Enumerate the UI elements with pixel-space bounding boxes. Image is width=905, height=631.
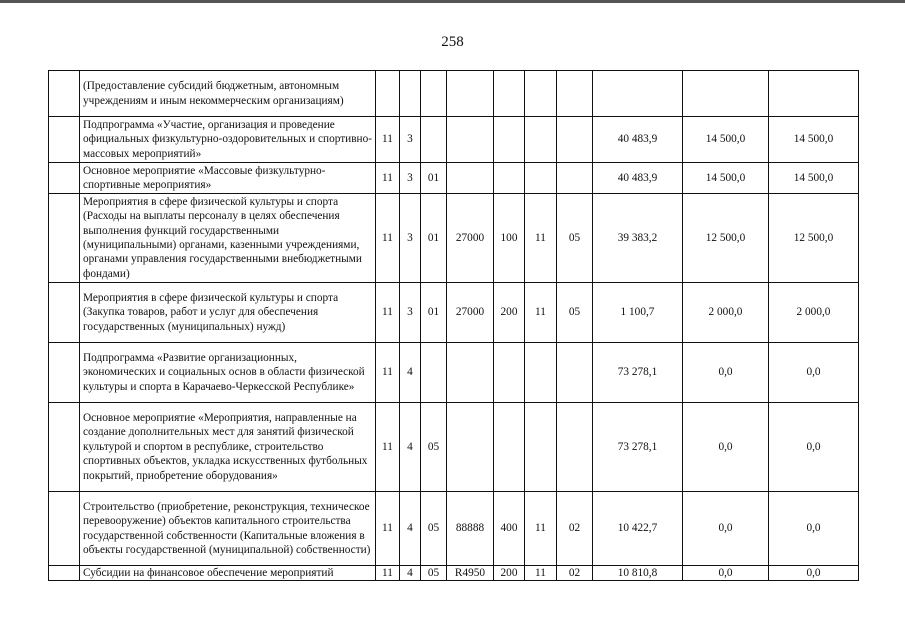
row-code-3	[421, 71, 447, 117]
row-amount-2: 12 500,0	[683, 194, 769, 283]
row-code-1: 11	[376, 117, 400, 163]
row-description: Строительство (приобретение, реконструкция, техническое перевооружение) объектов капитального строительства государственной собственности (Капитальные вложения в объекты государственной (муниципальной) собственности)	[80, 492, 376, 566]
row-code-4	[447, 163, 494, 194]
row-amount-1: 39 383,2	[593, 194, 683, 283]
row-code-1	[376, 71, 400, 117]
row-code-4: 88888	[447, 492, 494, 566]
table-row	[49, 283, 859, 343]
row-code-5	[494, 71, 525, 117]
row-amount-2: 0,0	[683, 403, 769, 492]
row-amount-1: 1 100,7	[593, 283, 683, 343]
row-amount-1: 40 483,9	[593, 117, 683, 163]
table-row	[49, 163, 859, 194]
row-code-1: 11	[376, 343, 400, 403]
table-row	[49, 71, 859, 117]
row-code-3: 05	[421, 566, 447, 581]
row-code-1: 11	[376, 403, 400, 492]
row-description: (Предоставление субсидий бюджетным, автономным учреждениям и иным некоммерческим организациям)	[80, 71, 376, 117]
row-amount-3: 0,0	[769, 566, 859, 581]
row-code-7	[557, 117, 593, 163]
row-amount-2: 14 500,0	[683, 117, 769, 163]
row-code-6: 11	[525, 194, 557, 283]
row-description: Мероприятия в сфере физической культуры и спорта (Закупка товаров, работ и услуг для обеспечения государственных (муниципальных) нужд)	[80, 283, 376, 343]
row-code-3	[421, 117, 447, 163]
row-amount-1: 40 483,9	[593, 163, 683, 194]
row-code-6	[525, 403, 557, 492]
row-code-2: 4	[400, 492, 421, 566]
row-code-4: R4950	[447, 566, 494, 581]
row-code-4	[447, 403, 494, 492]
row-code-2: 3	[400, 117, 421, 163]
row-code-7	[557, 71, 593, 117]
row-code-5	[494, 343, 525, 403]
row-code-2: 3	[400, 163, 421, 194]
table-row	[49, 403, 859, 492]
table-cell-blank	[49, 492, 80, 566]
row-code-1: 11	[376, 283, 400, 343]
row-amount-2: 2 000,0	[683, 283, 769, 343]
row-code-6: 11	[525, 566, 557, 581]
row-code-5	[494, 117, 525, 163]
row-code-2: 4	[400, 403, 421, 492]
row-code-7: 05	[557, 283, 593, 343]
row-code-7	[557, 403, 593, 492]
table-cell-blank	[49, 194, 80, 283]
row-code-3: 01	[421, 194, 447, 283]
row-code-2	[400, 71, 421, 117]
row-amount-2: 0,0	[683, 492, 769, 566]
row-code-3	[421, 343, 447, 403]
row-amount-1	[593, 71, 683, 117]
row-amount-3: 2 000,0	[769, 283, 859, 343]
row-code-2: 3	[400, 283, 421, 343]
row-description: Подпрограмма «Участие, организация и проведение официальных физкультурно-оздоровительных и спортивно-массовых мероприятий»	[80, 117, 376, 163]
row-amount-2	[683, 71, 769, 117]
row-code-1: 11	[376, 492, 400, 566]
row-description: Мероприятия в сфере физической культуры и спорта (Расходы на выплаты персоналу в целях обеспечения выполнения функций государственными (муниципальными) органами, казенными учреждениями, органами управления государственными внебюджетными фондами)	[80, 194, 376, 283]
table-cell-blank	[49, 566, 80, 581]
budget-table	[48, 70, 859, 581]
row-description: Подпрограмма «Развитие организационных, экономических и социальных основ в области физической культуры и спорта в Карачаево-Черкесской Республике»	[80, 343, 376, 403]
row-code-1: 11	[376, 566, 400, 581]
row-code-7: 05	[557, 194, 593, 283]
row-code-5: 200	[494, 566, 525, 581]
row-amount-3	[769, 71, 859, 117]
table-cell-blank	[49, 283, 80, 343]
row-code-6	[525, 117, 557, 163]
row-code-7: 02	[557, 566, 593, 581]
row-code-5	[494, 403, 525, 492]
row-amount-2: 14 500,0	[683, 163, 769, 194]
table-row	[49, 194, 859, 283]
table-row	[49, 566, 859, 581]
row-code-7: 02	[557, 492, 593, 566]
row-amount-3: 0,0	[769, 343, 859, 403]
row-amount-1: 10 810,8	[593, 566, 683, 581]
row-code-4: 27000	[447, 194, 494, 283]
row-amount-3: 14 500,0	[769, 163, 859, 194]
row-code-6	[525, 343, 557, 403]
row-amount-1: 73 278,1	[593, 343, 683, 403]
row-amount-3: 14 500,0	[769, 117, 859, 163]
page-number: 258	[441, 34, 464, 50]
table-cell-blank	[49, 343, 80, 403]
row-code-3: 01	[421, 283, 447, 343]
row-code-7	[557, 163, 593, 194]
row-amount-3: 0,0	[769, 492, 859, 566]
table-row	[49, 492, 859, 566]
table-cell-blank	[49, 403, 80, 492]
row-amount-2: 0,0	[683, 343, 769, 403]
table-cell-blank	[49, 163, 80, 194]
top-rule	[0, 0, 905, 3]
row-code-7	[557, 343, 593, 403]
row-code-5: 100	[494, 194, 525, 283]
row-code-6	[525, 71, 557, 117]
row-code-1: 11	[376, 163, 400, 194]
row-code-1: 11	[376, 194, 400, 283]
row-amount-1: 10 422,7	[593, 492, 683, 566]
row-description: Основное мероприятие «Массовые физкультурно-спортивные мероприятия»	[80, 163, 376, 194]
row-description: Основное мероприятие «Мероприятия, направленные на создание дополнительных мест для занятий физической культурой и спортом в республике, строительство спортивных объектов, укладка искусственных футбольных покрытий, приобретение оборудования»	[80, 403, 376, 492]
row-code-5: 200	[494, 283, 525, 343]
row-code-6	[525, 163, 557, 194]
table-row	[49, 343, 859, 403]
table-row	[49, 117, 859, 163]
table-cell-blank	[49, 71, 80, 117]
row-code-3: 01	[421, 163, 447, 194]
row-code-4	[447, 343, 494, 403]
table-cell-blank	[49, 117, 80, 163]
row-amount-3: 12 500,0	[769, 194, 859, 283]
row-code-2: 4	[400, 566, 421, 581]
row-code-5: 400	[494, 492, 525, 566]
row-code-5	[494, 163, 525, 194]
row-amount-1: 73 278,1	[593, 403, 683, 492]
row-amount-3: 0,0	[769, 403, 859, 492]
row-code-6: 11	[525, 492, 557, 566]
row-code-6: 11	[525, 283, 557, 343]
row-amount-2: 0,0	[683, 566, 769, 581]
row-code-4	[447, 71, 494, 117]
row-code-2: 4	[400, 343, 421, 403]
row-code-3: 05	[421, 403, 447, 492]
row-description: Субсидии на финансовое обеспечение мероприятий	[80, 566, 376, 581]
row-code-3: 05	[421, 492, 447, 566]
row-code-4: 27000	[447, 283, 494, 343]
row-code-4	[447, 117, 494, 163]
row-code-2: 3	[400, 194, 421, 283]
